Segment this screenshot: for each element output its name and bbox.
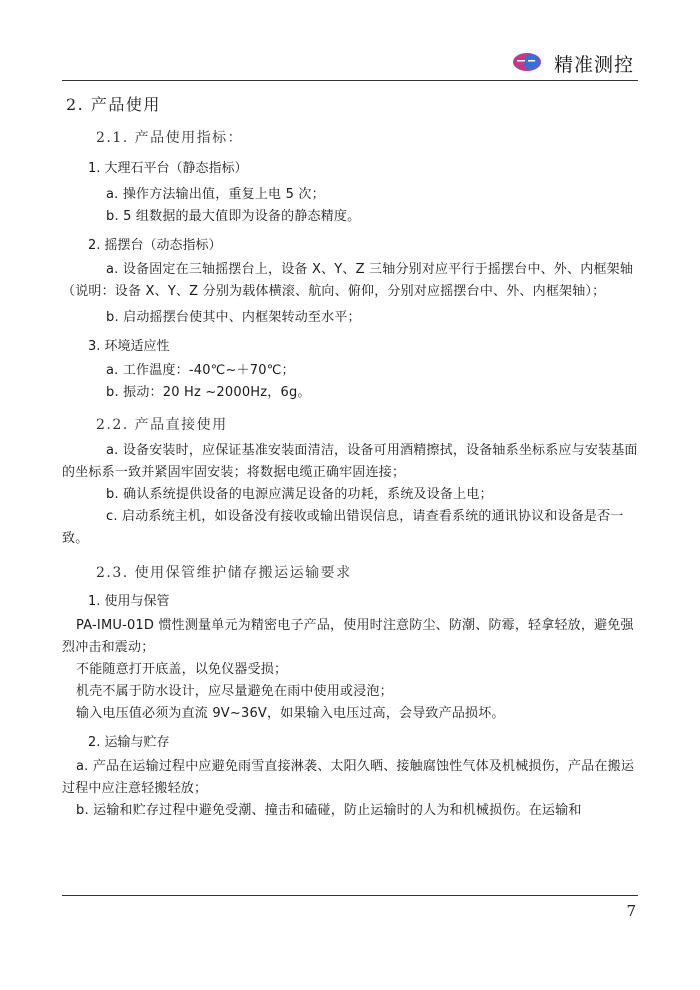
use-storage-p3: 机壳不属于防水设计，应尽量避免在雨中使用或浸泡；: [76, 684, 393, 699]
item-3-a: a. 工作温度：-40℃~＋70℃；: [106, 363, 295, 378]
use-storage-p2: 不能随意打开底盖，以免仪器受损；: [76, 662, 288, 677]
usage-c: c. 启动系统主机，如设备没有接收或输出错误信息，请查看系统的通讯协议和设备是否一致。: [62, 509, 624, 546]
transport-title: 2. 运输与贮存: [88, 735, 170, 750]
use-storage-title: 1. 使用与保管: [88, 594, 170, 609]
use-storage-p4: 输入电压值必须为直流 9V~36V，如果输入电压过高，会导致产品损坏。: [76, 706, 505, 721]
page-content: [62, 88, 640, 822]
subsection-2-3-title: 2.3. 使用保管维护储存搬运运输要求: [96, 565, 352, 581]
section-title: 2. 产品使用: [66, 95, 161, 114]
transport-a: a. 产品在运输过程中应避免雨雪直接淋袭、太阳久晒、接触腐蚀性气体及机械损伤，产品在搬运过程中应注意轻搬轻放；: [62, 759, 635, 796]
usage-b: b. 确认系统提供设备的电源应满足设备的功耗，系统及设备上电；: [106, 487, 493, 502]
item-3-title: 3. 环境适应性: [88, 339, 170, 354]
company-logo-icon: [512, 52, 542, 72]
item-2-a: a. 设备固定在三轴摇摆台上，设备 X、Y、Z 三轴分别对应平行于摇摆台中、外、内框架轴（说明：设备 X、Y、Z 分别为载体横滚、航向、俯仰，分别对应摇摆台中、外、内框架轴）；: [62, 262, 634, 299]
usage-a: a. 设备安装时，应保证基准安装面清洁，设备可用酒精擦拭，设备轴系坐标系应与安装基面的坐标系一致并紧固牢固安装；将数据电缆正确牢固连接；: [62, 443, 638, 480]
subsection-2-2-title: 2.2. 产品直接使用: [96, 417, 228, 433]
subsection-2-1-title: 2.1. 产品使用指标：: [96, 130, 244, 146]
footer-rule: [62, 895, 638, 896]
item-2-title: 2. 摇摆台（动态指标）: [88, 238, 222, 253]
page-header: [62, 48, 638, 80]
item-1-title: 1. 大理石平台（静态指标）: [88, 161, 248, 176]
use-storage-p1: PA-IMU-01D 惯性测量单元为精密电子产品，使用时注意防尘、防潮、防霉，轻拿轻放，避免强烈冲击和震动；: [62, 618, 634, 655]
item-3-b: b. 振动：20 Hz ~2000Hz，6g。: [106, 385, 311, 400]
brand-name: 精准测控: [553, 54, 634, 76]
item-1-b: b. 5 组数据的最大值即为设备的静态精度。: [106, 209, 361, 224]
item-2-b: b. 启动摇摆台使其中、内框架转动至水平；: [106, 310, 361, 325]
header-rule: [62, 80, 638, 81]
transport-b: b. 运输和贮存过程中避免受潮、撞击和磕碰，防止运输时的人为和机械损伤。在运输和: [76, 803, 582, 818]
item-1-a: a. 操作方法输出值，重复上电 5 次；: [106, 187, 325, 202]
page-number: 7: [626, 902, 636, 920]
